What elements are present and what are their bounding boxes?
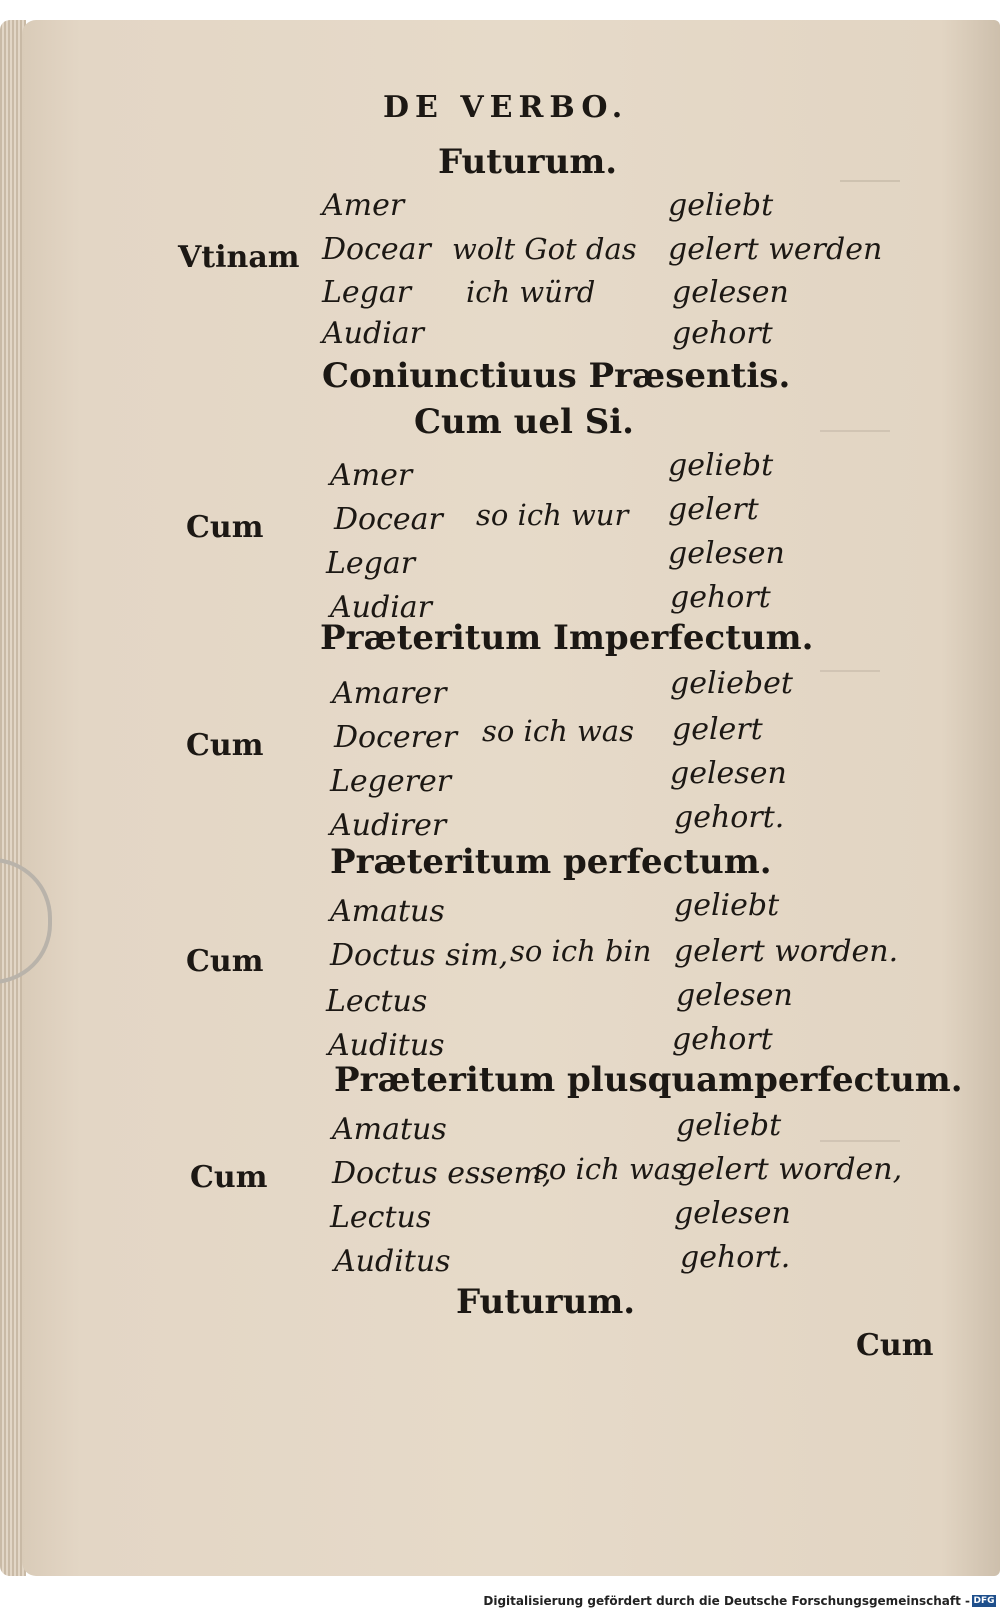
gloss: wolt Got das (452, 232, 637, 266)
latin-form: Docerer (334, 720, 458, 755)
latin-form: Docear (322, 232, 431, 267)
section-heading: Præteritum plusquamperfectum. (334, 1060, 963, 1100)
german-gloss: gelert werden (668, 232, 883, 267)
german-gloss: gelert worden. (674, 934, 899, 969)
side-label: Cum (186, 728, 264, 763)
latin-form: Docear (334, 502, 443, 537)
show-through-mark (820, 640, 880, 672)
german-gloss: gelert (672, 712, 763, 747)
german-gloss: gelesen (676, 978, 793, 1013)
latin-form: Auditus (328, 1028, 445, 1063)
german-gloss: geliebt (668, 448, 774, 483)
catchword: Cum (856, 1328, 934, 1363)
german-gloss: gehort (672, 316, 773, 351)
section-subheading: Cum uel Si. (414, 402, 635, 442)
show-through-mark (840, 150, 900, 182)
section-heading: Præteritum Imperfectum. (320, 618, 814, 658)
german-gloss: gehort. (680, 1240, 791, 1275)
latin-form: Audiar (322, 316, 425, 351)
german-gloss: geliebt (668, 188, 774, 223)
german-gloss: gelesen (672, 275, 789, 310)
show-through-mark (820, 400, 890, 432)
latin-form: Lectus (326, 984, 428, 1019)
latin-form: Doctus essem, (332, 1156, 552, 1191)
latin-form: Audiar (330, 590, 433, 625)
german-gloss: gelesen (674, 1196, 791, 1231)
german-gloss: gelert (668, 492, 759, 527)
german-gloss: gehort. (674, 800, 785, 835)
side-label: Cum (186, 510, 264, 545)
show-through-mark (820, 1110, 900, 1142)
dfg-logo: DFG (973, 1596, 995, 1606)
latin-form: Doctus sim, (330, 938, 509, 973)
section-heading: Coniunctiuus Præsentis. (322, 356, 791, 396)
latin-form: Legar (326, 546, 416, 581)
latin-form: Amatus (330, 894, 445, 929)
german-gloss: gehort (672, 1022, 773, 1057)
gloss: ich würd (466, 275, 596, 309)
footer-credit: Digitalisierung gefördert durch die Deutsche Forschungsgemeinschaft - (483, 1594, 970, 1608)
german-gloss: gehort (670, 580, 771, 615)
gloss: so ich wur (476, 498, 629, 532)
side-label: Cum (186, 944, 264, 979)
gloss: so ich was (534, 1152, 686, 1186)
latin-form: Amer (322, 188, 405, 223)
german-gloss: gelesen (670, 756, 787, 791)
side-label: Cum (190, 1160, 268, 1195)
section-heading: Præteritum perfectum. (330, 842, 772, 882)
gloss: so ich bin (510, 934, 652, 968)
latin-form: Amer (330, 458, 413, 493)
latin-form: Audirer (330, 808, 447, 843)
section-heading: Futurum. (456, 1282, 636, 1322)
latin-form: Amatus (332, 1112, 447, 1147)
gloss: so ich was (482, 714, 634, 748)
latin-form: Legar (322, 275, 412, 310)
german-gloss: geliebet (670, 666, 793, 701)
running-head: DE VERBO. (383, 90, 629, 125)
german-gloss: gelesen (668, 536, 785, 571)
latin-form: Auditus (334, 1244, 451, 1279)
latin-form: Lectus (330, 1200, 432, 1235)
german-gloss: gelert worden, (678, 1152, 903, 1187)
german-gloss: geliebt (674, 888, 780, 923)
section-heading: Futurum. (438, 142, 618, 182)
latin-form: Legerer (330, 764, 452, 799)
latin-form: Amarer (332, 676, 447, 711)
german-gloss: geliebt (676, 1108, 782, 1143)
side-label: Vtinam (178, 240, 300, 275)
